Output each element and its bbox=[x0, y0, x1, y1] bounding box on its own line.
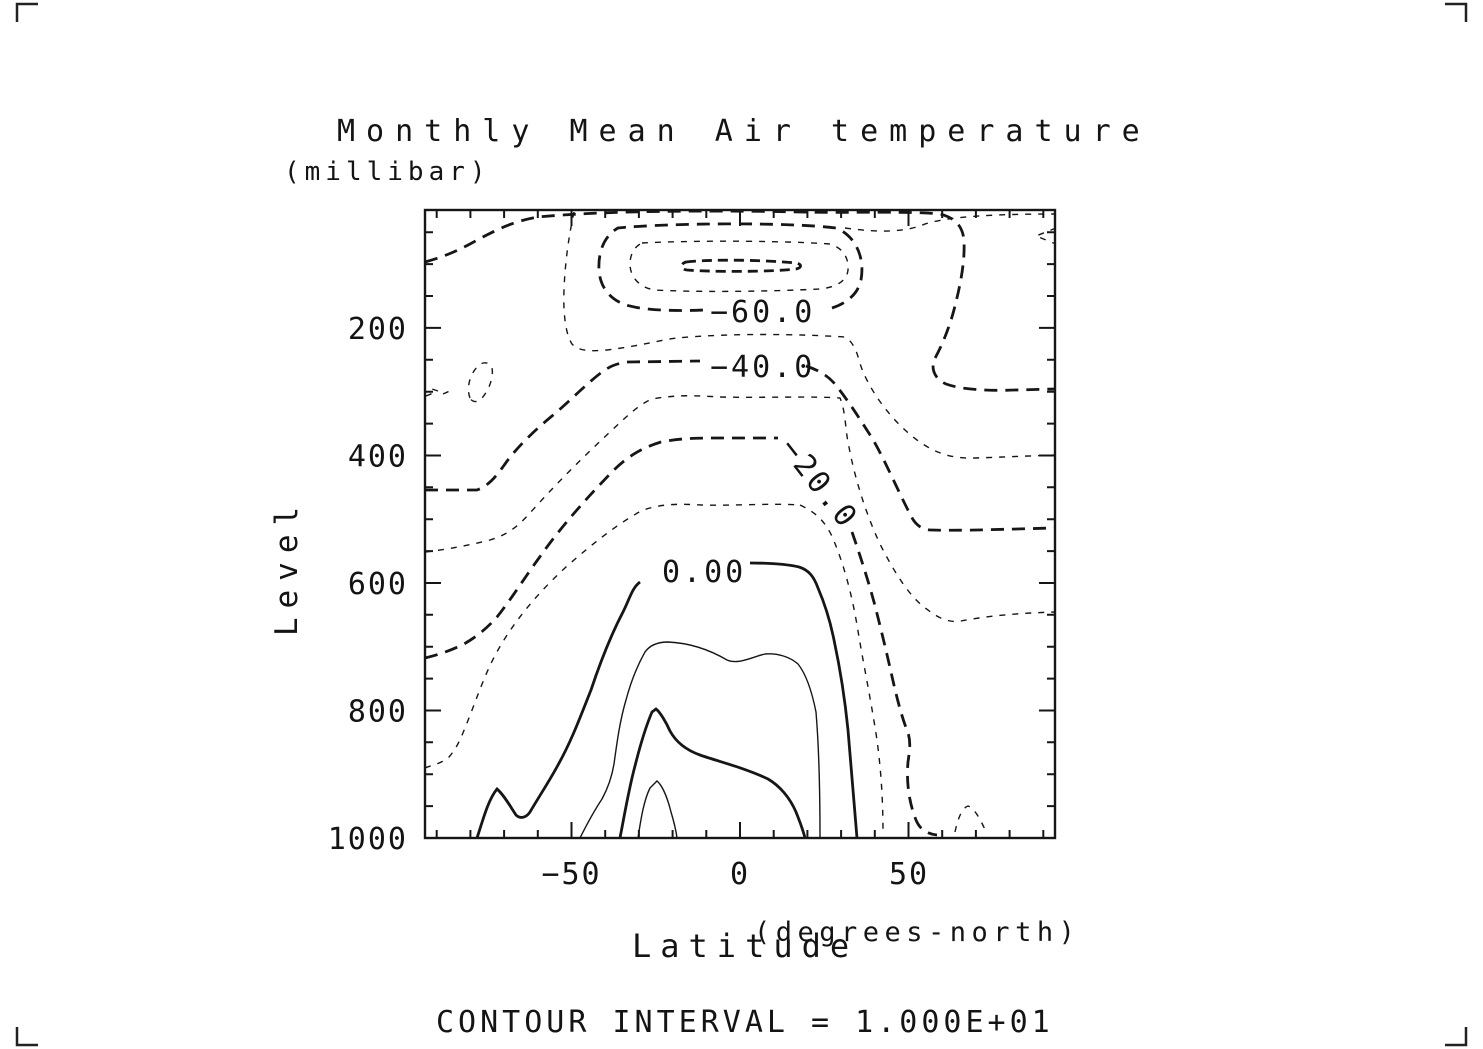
contour-label-minus20: −20.0 bbox=[772, 431, 866, 536]
y-axis-label: Level bbox=[269, 497, 305, 637]
contour-plus20 bbox=[620, 709, 805, 838]
x-tick-50: 50 bbox=[888, 857, 930, 892]
corner-mark-top-left bbox=[17, 4, 38, 22]
contour-label-minus40: −40.0 bbox=[710, 350, 816, 385]
y-tick-600: 600 bbox=[347, 567, 408, 602]
contours-inner-cold-core bbox=[682, 260, 801, 271]
contour-minus10-right bbox=[800, 505, 883, 833]
contour-minus20-right bbox=[852, 532, 937, 835]
contour-interval-text: CONTOUR INTERVAL = 1.000E+01 bbox=[436, 1005, 1054, 1040]
contour-label-zero: 0.00 bbox=[662, 555, 747, 590]
contour-minus50-wedge bbox=[1036, 228, 1056, 244]
contour-minus80 bbox=[682, 260, 801, 271]
contours-solid bbox=[477, 563, 857, 838]
page-title: Monthly Mean Air temperature bbox=[337, 114, 1151, 149]
contour-minus50-pocket bbox=[468, 363, 492, 402]
contour-minus10-bump bbox=[955, 806, 986, 832]
corner-mark-top-right bbox=[1445, 4, 1466, 22]
y-axis-units-label: (millibar) bbox=[284, 157, 491, 187]
y-tick-400: 400 bbox=[347, 439, 408, 475]
contour-plus30 bbox=[638, 781, 677, 838]
y-tick-800: 800 bbox=[347, 694, 408, 730]
x-axis-units-label: (degrees-north) bbox=[754, 917, 1081, 948]
contour-minus20-left bbox=[425, 438, 778, 658]
contour-zero-right bbox=[750, 563, 857, 838]
contour-label-minus60: −60.0 bbox=[710, 295, 816, 330]
x-tick-0: 0 bbox=[729, 857, 751, 892]
contour-zero-left bbox=[477, 582, 640, 838]
x-tick-minus50: −50 bbox=[541, 857, 602, 892]
contour-minus50-main bbox=[564, 212, 1055, 458]
contour-plus10 bbox=[580, 642, 820, 838]
y-tick-1000: 1000 bbox=[327, 822, 408, 857]
x-axis-label: Latitude bbox=[632, 927, 859, 965]
y-tick-200: 200 bbox=[347, 312, 408, 347]
corner-mark-bottom-left bbox=[17, 1027, 38, 1045]
corner-mark-bottom-right bbox=[1445, 1027, 1466, 1045]
contour-minus70-oval bbox=[630, 241, 848, 291]
